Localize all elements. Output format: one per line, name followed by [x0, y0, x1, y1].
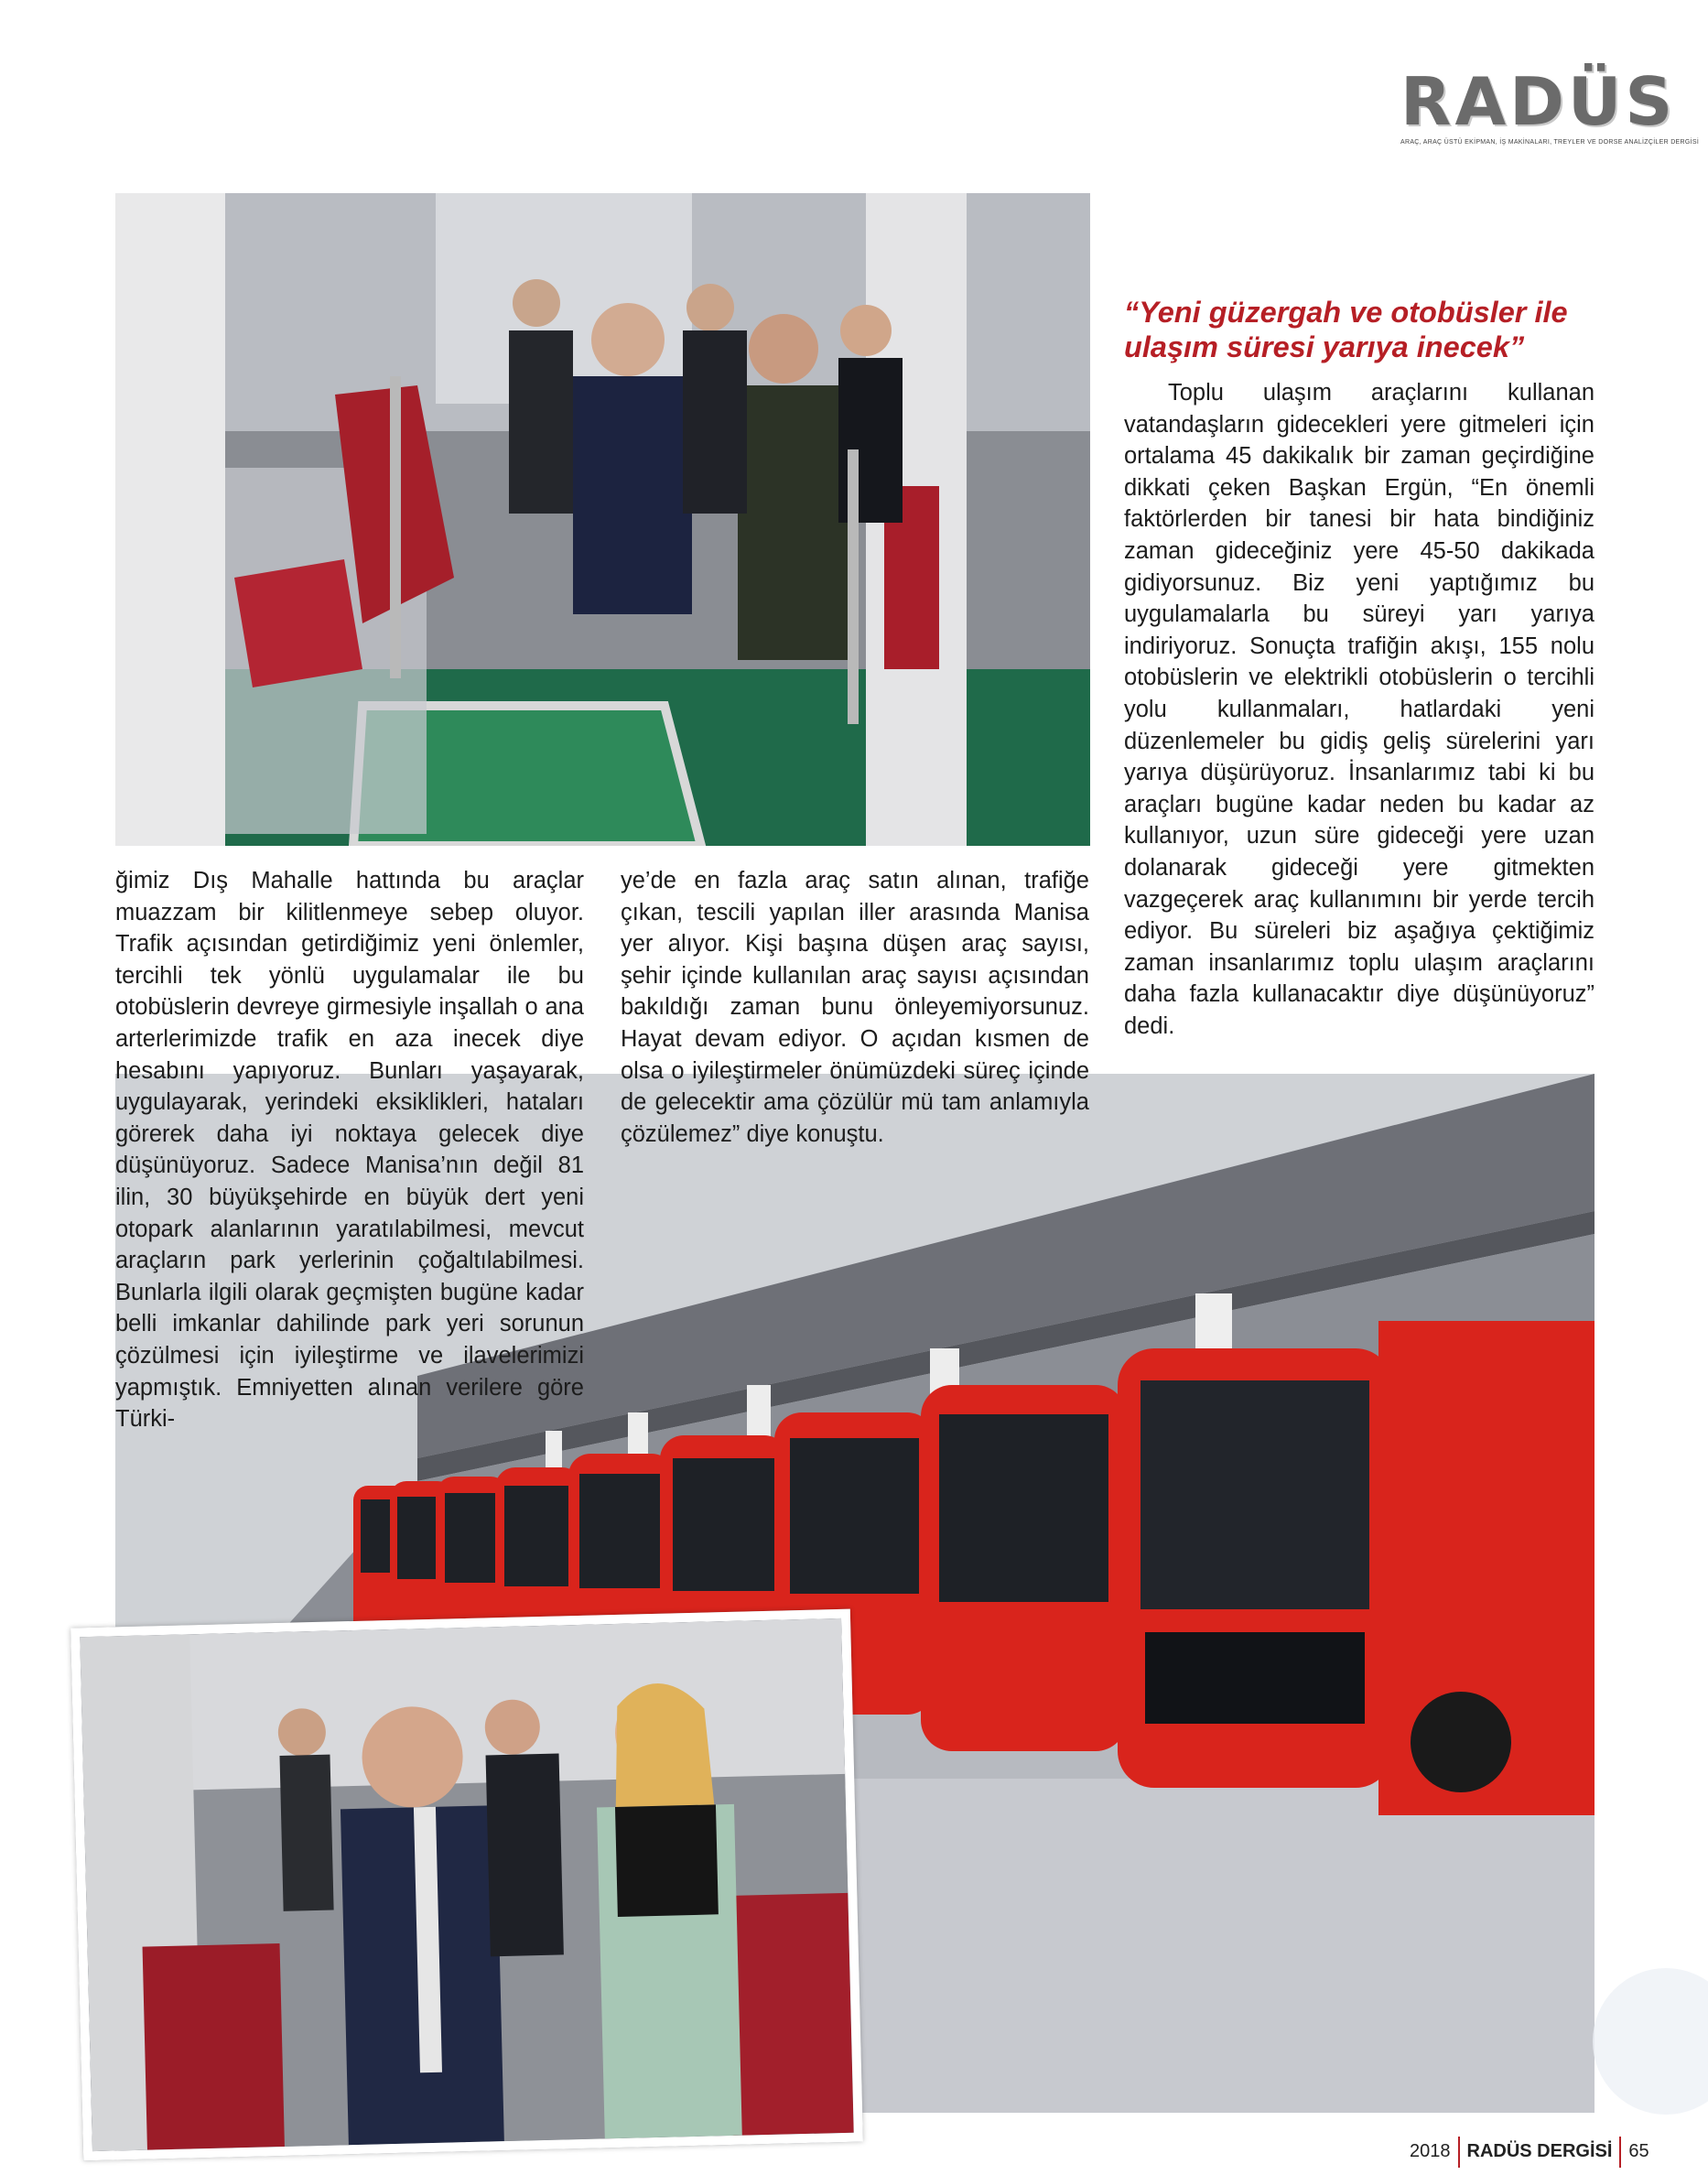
- footer-magazine-name: RADÜS DERGİSİ: [1466, 2141, 1613, 2161]
- footer-divider-2: [1619, 2137, 1621, 2168]
- bus-interior-inspection-photo: [115, 193, 1090, 846]
- section-heading: “Yeni güzergah ve otobüsler ile ulaşım süresi yarıya inecek”: [1124, 296, 1568, 363]
- footer-year: 2018: [1410, 2141, 1451, 2161]
- interview-photo: [70, 1609, 863, 2161]
- logo-tagline: ARAÇ, ARAÇ ÜSTÜ EKİPMAN, İŞ MAKİNALARI, TREYLER VE DORSE ANALİZÇİLER DERGİSİ: [1400, 139, 1700, 146]
- left-paragraph: ğimiz Dış Mahalle hattında bu araçlar muazzam bir kilitlenmeye sebep oluyor. Trafik açısından getirdiğimiz yeni önlemler, tercihli tek yönlü uygulamalar ile bu otobüslerin devreye girmesiyle inşallah o ana arterlerimizde trafik en aza inecek diye hesabını yapıyoruz. Bunları yaşayarak, uygulayarak, yerindeki eksiklikleri, hataları görerek daha iyi noktaya gelecek diye düşünüyoruz. Sadece Manisa’nın değil 81 ilin, 30 büyükşehirde en büyük dert yeni otopark alanlarının yaratılabilmesi, mevcut araçların park yerlerinin çoğaltılabilmesi. Bunlarla ilgili olarak geçmişten bugüne kadar belli imkanlar dahilinde park yeri sorunun çözülmesi için iyileştirme ve ilavelerimizi yapmıştık. Emniyetten alınan verilere göre Türki-: [115, 868, 584, 1433]
- logo-wordmark: RADÜS: [1400, 63, 1677, 140]
- right-paragraph: Toplu ulaşım araçlarını kullanan vatandaşların gidecekleri yere gitmeleri için ortalama 45 dakikalık bir zaman geçirdiğine dikkati çeken Başkan Ergün, “En önemli faktörlerden bir tanesi bir hata bindiğiniz zaman gideceğiniz yere 45-50 dakikada gidiyorsunuz. Biz yeni yaptığımız bu uygulamalarla bu süreyi yarı yarıya indiriyoruz. Sonuçta trafiğin akışı, 155 nolu otobüslerin ve elektrikli otobüslerin o tercihli yolu kullanmaları, hatlardaki yeni düzenlemeler bu gidiş geliş sürelerini yarı yarıya düşürüyoruz. İnsanlarımız tabi ki bu araçları bugüne kadar neden bu kadar az kullanıyor, uzun süre gideceği yere uzan dolanarak gideceği yere gitmekten vazgeçerek araç kullanımını bir yerde tercih ediyor. Bu süreleri biz aşağıya çektiğimiz zaman insanlarımız toplu ulaşım araçlarını daha fazla kullanacaktır diye düşünüyoruz” dedi.: [1124, 380, 1594, 1039]
- right-column-text: [1124, 377, 1594, 1042]
- page-footer: [1410, 2131, 1684, 2171]
- middle-column-text: [621, 865, 1089, 1150]
- decorative-circle: [1593, 1968, 1708, 2115]
- footer-divider: [1458, 2137, 1460, 2168]
- magazine-logo: [1400, 63, 1700, 151]
- left-column-text: [115, 865, 584, 1435]
- page-number: 65: [1628, 2141, 1649, 2161]
- middle-paragraph: ye’de en fazla araç satın alınan, trafiğe çıkan, tescili yapılan iller arasında Manisa yer alıyor. Kişi başına düşen araç sayısı, şehir içinde kullanılan araç sayısı açısından bakıldığı zaman bunu önleyemiyorsunuz. Hayat devam ediyor. O açıdan kısmen de olsa o iyileştirmeler önümüzdeki süreç içinde de gelecektir ama çözülür mü tam anlamıyla çözülemez” diye konuştu.: [621, 868, 1089, 1147]
